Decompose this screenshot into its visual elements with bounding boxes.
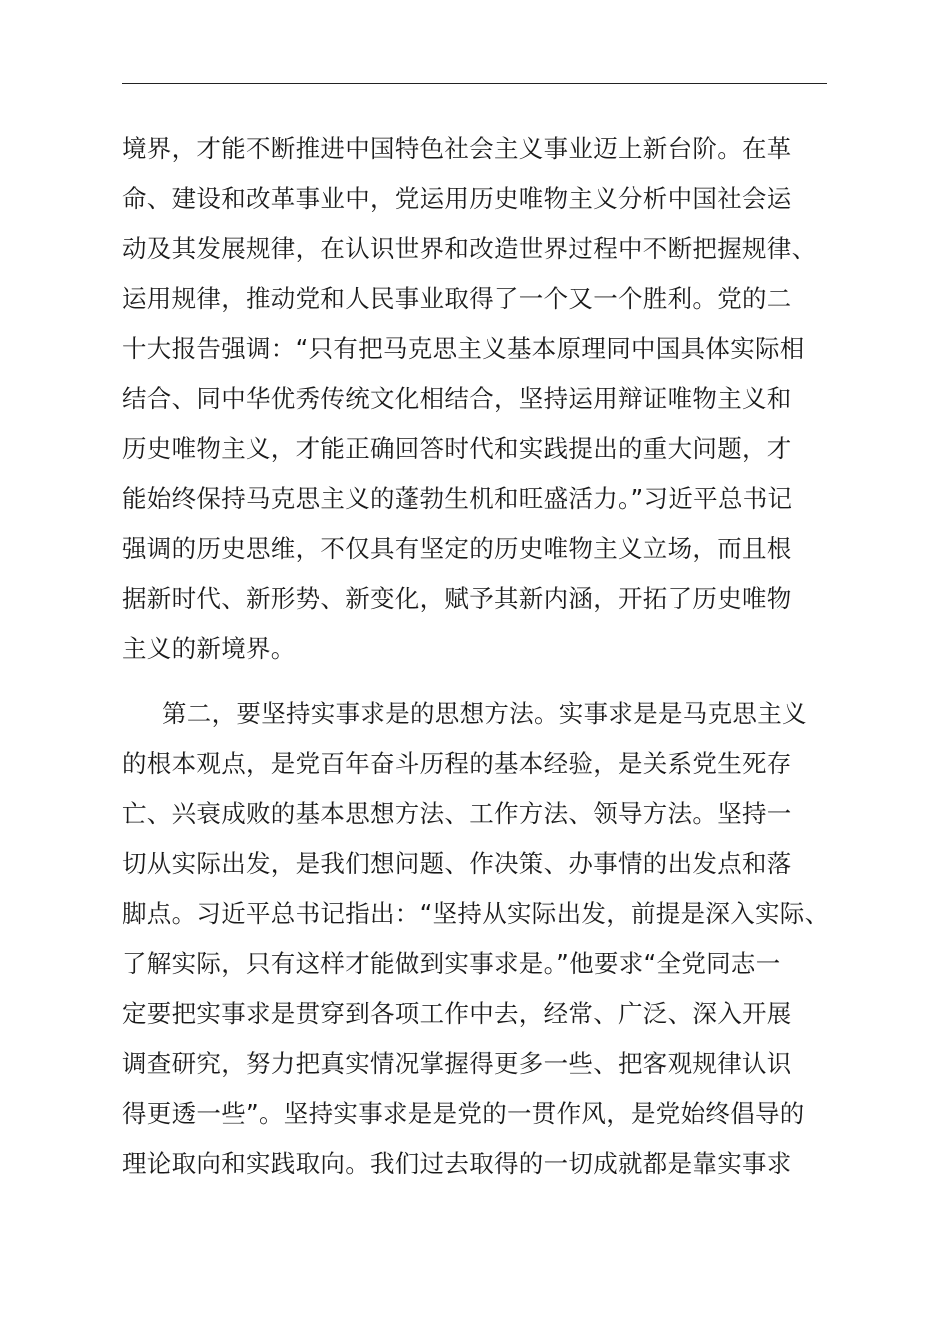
text-line: 运用规律，推动党和人民事业取得了一个又一个胜利。党的二	[122, 284, 792, 313]
text-line-first: 第二，要坚持实事求是的思想方法。实事求是是马克思主义	[162, 699, 807, 728]
text-line: 定要把实事求是贯穿到各项工作中去，经常、广泛、深入开展	[122, 999, 792, 1028]
text-line: 主义的新境界。	[122, 634, 296, 663]
text-line: 了解实际，只有这样才能做到实事求是。”他要求“全党同志一	[122, 949, 781, 978]
text-line: 动及其发展规律，在认识世界和改造世界过程中不断把握规律、	[122, 234, 817, 263]
paragraph-1	[122, 124, 834, 674]
text-line: 理论取向和实践取向。我们过去取得的一切成就都是靠实事求	[122, 1149, 792, 1178]
text-line: 亡、兴衰成败的基本思想方法、工作方法、领导方法。坚持一	[122, 799, 792, 828]
text-line: 能始终保持马克思主义的蓬勃生机和旺盛活力。”习近平总书记	[122, 484, 793, 513]
text-line: 历史唯物主义，才能正确回答时代和实践提出的重大问题，才	[122, 434, 792, 463]
paragraph-2	[122, 689, 834, 1189]
text-line: 强调的历史思维，不仅具有坚定的历史唯物主义立场，而且根	[122, 534, 792, 563]
text-line: 十大报告强调：“只有把马克思主义基本原理同中国具体实际相	[122, 334, 805, 363]
text-line: 得更透一些”。坚持实事求是是党的一贯作风，是党始终倡导的	[122, 1099, 805, 1128]
text-line: 脚点。习近平总书记指出：“坚持从实际出发，前提是深入实际、	[122, 899, 830, 928]
text-line: 境界，才能不断推进中国特色社会主义事业迈上新台阶。在革	[122, 134, 792, 163]
text-line: 的根本观点，是党百年奋斗历程的基本经验，是关系党生死存	[122, 749, 792, 778]
text-line: 据新时代、新形势、新变化，赋予其新内涵，开拓了历史唯物	[122, 584, 792, 613]
text-line: 结合、同中华优秀传统文化相结合，坚持运用辩证唯物主义和	[122, 384, 792, 413]
text-line: 命、建设和改革事业中，党运用历史唯物主义分析中国社会运	[122, 184, 792, 213]
text-line: 调查研究，努力把真实情况掌握得更多一些、把客观规律认识	[122, 1049, 792, 1078]
text-line: 切从实际出发，是我们想问题、作决策、办事情的出发点和落	[122, 849, 792, 878]
header-rule	[122, 83, 827, 84]
